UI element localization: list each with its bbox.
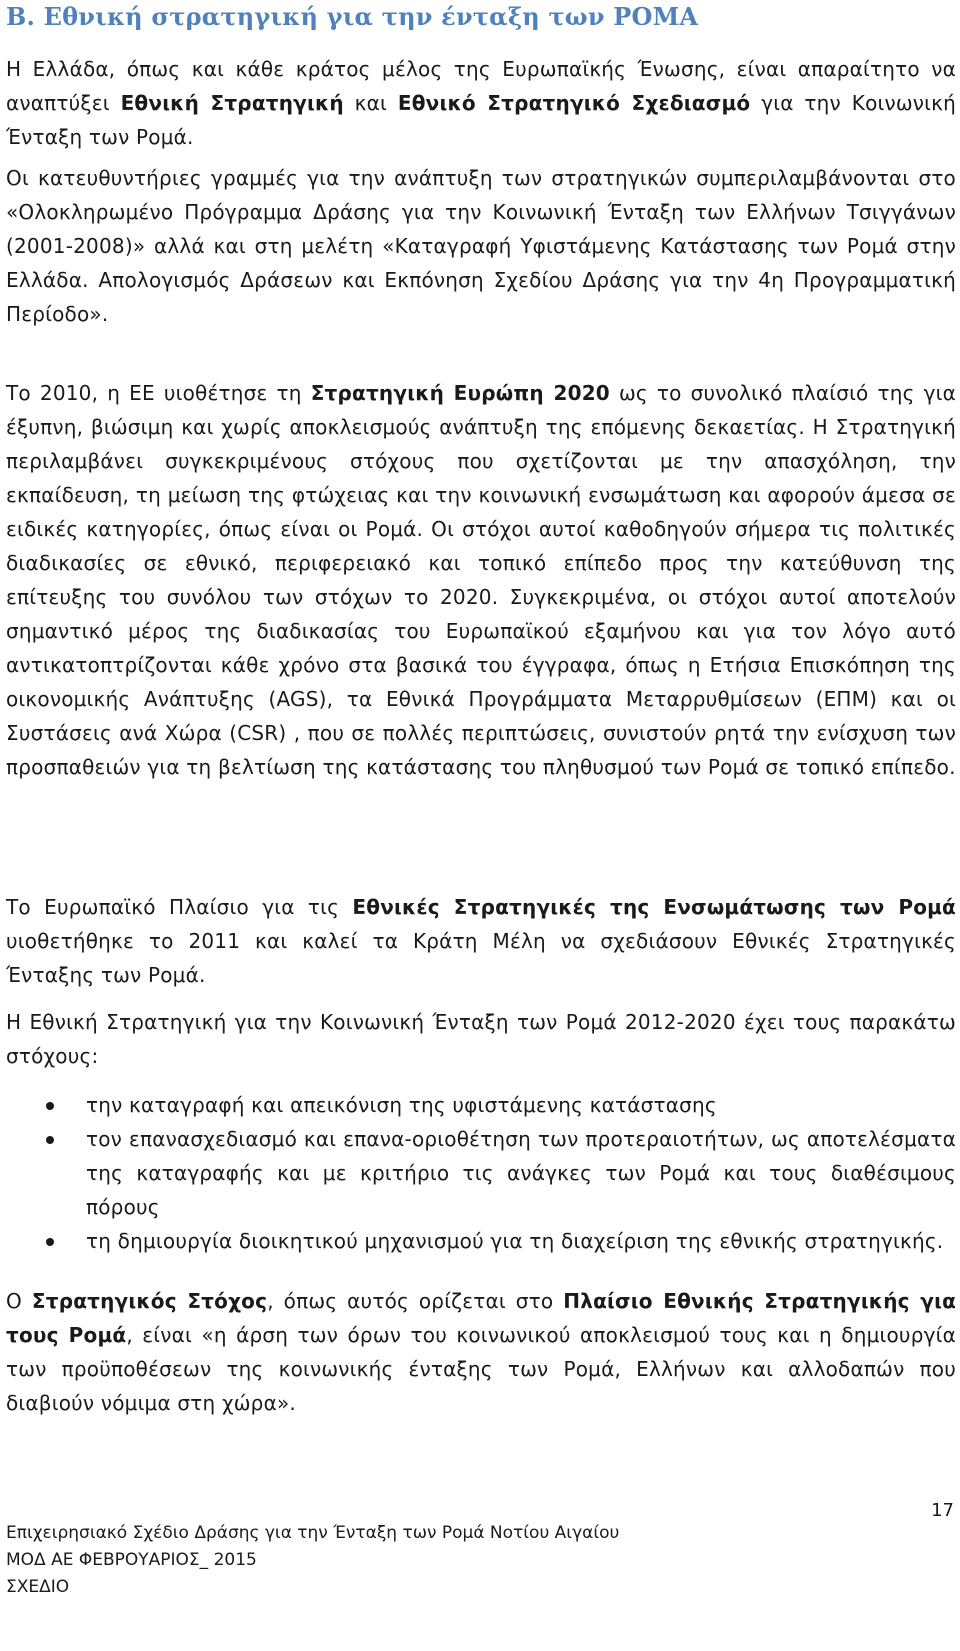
paragraph-text: για την Κοινωνική Ένταξη των Ρομά. xyxy=(6,91,956,149)
bullet-icon xyxy=(46,1238,54,1246)
bullet-icon xyxy=(46,1102,54,1110)
paragraph-text: Το 2010, η ΕΕ υιοθέτησε τη xyxy=(6,381,311,405)
paragraph-eu-framework xyxy=(6,890,956,992)
paragraph-text: Ο xyxy=(6,1289,32,1313)
paragraph-text: Η Ελλάδα, όπως και κάθε κράτος μέλος της Ευρωπαϊκής Ένωσης, είναι απαραίτητο να αναπτύξει xyxy=(6,57,956,115)
paragraph-text: Η Εθνική Στρατηγική για την Κοινωνική Ένταξη των Ρομά 2012-2020 έχει τους παρακάτω στόχους: xyxy=(6,1010,956,1068)
objectives-list xyxy=(6,1088,956,1258)
paragraph-strategic-goal xyxy=(6,1284,956,1420)
list-item-text: τον επανασχεδιασμό και επανα-οριοθέτηση των προτεραιοτήτων, ως αποτελέσματα της καταγραφής και με κριτήριο τις ανάγκες των Ρομά και τους διαθέσιμους πόρους xyxy=(86,1127,956,1219)
paragraph-text: , είναι «η άρση των όρων του κοινωνικού αποκλεισμού τους και η δημιουργία των προϋποθέσεων της κοινωνικής ένταξης των Ρομά, Ελλήνων και αλλοδαπών που διαβιούν νόμιμα στη χώρα». xyxy=(6,1323,956,1415)
page-footer xyxy=(6,1520,906,1601)
paragraph-europe-2020 xyxy=(6,376,956,784)
footer-date: ΜΟΔ ΑΕ ΦΕΒΡΟΥΑΡΙΟΣ_ 2015 xyxy=(6,1550,257,1570)
list-item-text: τη δημιουργία διοικητικού μηχανισμού για τη διαχείριση της εθνικής στρατηγικής. xyxy=(86,1229,944,1253)
list-item xyxy=(6,1122,956,1224)
list-item xyxy=(6,1088,956,1122)
bold-text: Εθνικές Στρατηγικές της Ενσωμάτωσης των Ρομά xyxy=(352,895,956,919)
paragraph-text: Το Ευρωπαϊκό Πλαίσιο για τις xyxy=(6,895,353,919)
section-heading: Β. Εθνική στρατηγική για την ένταξη των ΡΟΜΑ xyxy=(6,2,699,31)
list-item-text: την καταγραφή και απεικόνιση της υφιστάμενης κατάστασης xyxy=(86,1093,717,1117)
paragraph-text: υιοθετήθηκε το 2011 και καλεί τα Κράτη Μέλη να σχεδιάσουν Εθνικές Στρατηγικές Ένταξης των Ρομά. xyxy=(6,929,956,987)
bold-text: Εθνικό Στρατηγικό Σχεδιασμό xyxy=(397,91,751,115)
paragraph-intro xyxy=(6,52,956,154)
footer-status: ΣΧΕΔΙΟ xyxy=(6,1577,70,1597)
bold-text: Πλαίσιο Εθνικής Στρατηγικής για τους Ρομά xyxy=(6,1289,957,1347)
bold-text: Στρατηγικός Στόχος xyxy=(31,1289,268,1313)
paragraph-guidelines xyxy=(6,161,956,331)
page-number: 17 xyxy=(931,1500,954,1521)
paragraph-text: Οι κατευθυντήριες γραμμές για την ανάπτυξη των στρατηγικών συμπεριλαμβάνονται στο «Ολοκληρωμένο Πρόγραμμα Δράσης για την Κοινωνική Ένταξη των Ελλήνων Τσιγγάνων (2001-2008)» αλλά και στη μελέτη «Καταγραφή Υφιστάμενης Κατάστασης των Ρομά στην Ελλάδα. Απολογισμός Δράσεων και Εκπόνηση Σχεδίου Δράσης για την 4η Προγραμματική Περίοδο». xyxy=(6,166,956,326)
paragraph-text: ως το συνολικό πλαίσιό της για έξυπνη, βιώσιμη και χωρίς αποκλεισμούς ανάπτυξη της επόμενης δεκαετίας. Η Στρατηγική περιλαμβάνει συγκεκριμένους στόχους που σχετίζονται με την απασχόληση, την εκπαίδευση, τη μείωση της φτώχειας και την κοινωνική ενσωμάτωση και αφορούν άμεσα σε ειδικές κατηγορίες, όπως είναι οι Ρομά. Οι στόχοι αυτοί καθοδηγούν σήμερα τις πολιτικές διαδικασίες σε εθνικό, περιφερειακό και τοπικό επίπεδο προς την κατεύθυνση της επίτευξης του συνόλου των στόχων το 2020. Συγκεκριμένα, οι στόχοι αυτοί αποτελούν σημαντικό μέρος της διαδικασίας του Ευρωπαϊκού εξαμήνου και για τον λόγο αυτό αντικατοπτρίζονται κάθε χρόνο στα βασικά του έγγραφα, όπως η Ετήσια Επισκόπηση της οικονομικής Ανάπτυξης (AGS), τα Εθνικά Προγράμματα Μεταρρυθμίσεων (ΕΠΜ) και οι Συστάσεις ανά Χώρα (CSR) , που σε πολλές περιπτώσεις, συνιστούν ρητά την ενίσχυση των προσπαθειών για τη βελτίωση της κατάστασης του πληθυσμού των Ρομά σε τοπικό επίπεδο. xyxy=(6,381,957,779)
paragraph-text: και xyxy=(343,91,398,115)
bold-text: Εθνική Στρατηγική xyxy=(120,91,344,115)
bullet-icon xyxy=(46,1136,54,1144)
paragraph-national-strategy xyxy=(6,1005,956,1073)
paragraph-text: , όπως αυτός ορίζεται στο xyxy=(267,1289,564,1313)
footer-title: Επιχειρησιακό Σχέδιο Δράσης για την Ένταξη των Ρομά Νοτίου Αιγαίου xyxy=(6,1523,620,1543)
bold-text: Στρατηγική Ευρώπη 2020 xyxy=(310,381,610,405)
list-item xyxy=(6,1224,956,1258)
